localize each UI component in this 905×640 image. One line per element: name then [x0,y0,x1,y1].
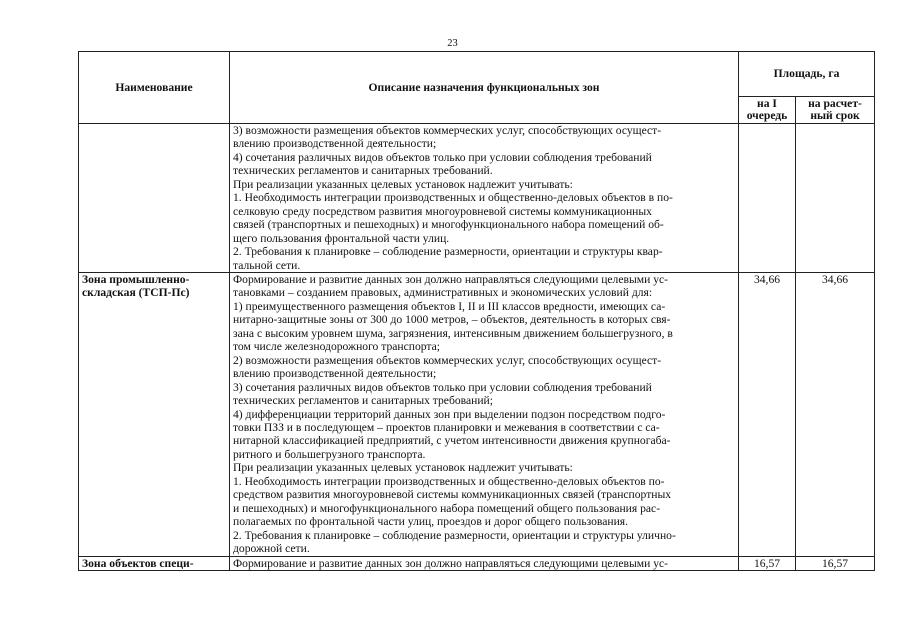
header-description: Описание назначения функциональных зон [230,52,739,124]
header-estimated-term-line: ный срок [810,109,860,122]
zone-description-cell [230,272,739,556]
zone-name-line: складская (ТСП-Пс) [82,286,190,300]
description-line: нитарно-защитные зоны от 300 до 1000 метров, – объектов, деятельность в которых свя- [233,313,671,327]
description-line: нитарной классификацией предприятий, с учетом интенсивности движения крупногаба- [233,434,671,448]
description-line: Формирование и развитие данных зон должно направляться следующими целевыми ус- [233,272,668,286]
description-line: 1. Необходимость интеграции производственных и общественно-деловых объектов по- [233,474,665,488]
zone-description-cell [230,124,739,273]
description-line: 3) сочетания различных видов объектов только при условии соблюдения требований [233,380,652,394]
description-line: селковую среду посредством развития многоуровневой системы коммуникационных [233,204,652,218]
description-line: и пешеходных) и многофункционального набора помещений общего пользования рас- [233,501,661,515]
header-area: Площадь, га [739,52,875,97]
description-line: технических регламентов и санитарных требований; [233,394,493,408]
description-line: ритного и большегрузного транспорта. [233,447,426,461]
table-row [79,272,875,556]
description-line: При реализации указанных целевых установок надлежит учитывать: [233,177,573,191]
estimated-term-area: 16,57 [796,556,875,570]
table-row [79,124,875,273]
description-line: средством развития многоуровневой системы коммуникационных связей (транспортных [233,488,672,502]
description-line: связей (транспортных и пешеходных) и многофункционального набора помещений об- [233,218,664,232]
description-line: дорожной сети. [233,542,310,556]
description-line: 4) сочетания различных видов объектов только при условии соблюдения требований [233,150,652,164]
header-estimated-term [796,97,875,124]
description-line: 2. Требования к планировке – соблюдение размерности, ориентации и структуры улично- [233,528,676,542]
table-row [79,556,875,570]
page-number: 23 [447,38,458,49]
zone-name-cell [79,124,230,273]
description-line: полагаемых по фронтальной части улиц, проездов и дорог общего пользования. [233,515,629,529]
description-line: 2. Требования к планировке – соблюдение размерности, ориентации и структуры квар- [233,245,663,259]
description-line: Формирование и развитие данных зон должно направляться следующими целевыми ус- [233,556,668,570]
first-stage-area [739,124,796,273]
description-line: зана с высоким уровнем шума, загрязнения, интенсивным движением большегрузного, в [233,326,673,340]
description-line: 3) возможности размещения объектов коммерческих услуг, способствующих осущест- [233,124,662,137]
estimated-term-area [796,124,875,273]
description-line: товки ПЗЗ и в последующем – проектов планировки и межевания в соответствии с са- [233,420,660,434]
estimated-term-area: 34,66 [796,272,875,556]
header-first-stage-line: на I [757,97,777,110]
header-first-stage-line: очередь [746,109,788,122]
zone-description-cell [230,556,739,570]
description-line: 4) дифференциации территорий данных зон при выделении подзон посредством подго- [233,407,666,421]
zone-name-cell [79,556,230,570]
header-estimated-term-line: на расчет- [808,97,862,110]
description-line: тальной сети. [233,258,301,272]
zone-name-line: Зона объектов специ- [82,556,194,570]
description-line: 2) возможности размещения объектов коммерческих услуг, способствующих осущест- [233,353,662,367]
functional-zones-table [78,51,875,571]
description-line: 1. Необходимость интеграции производственных и общественно-деловых объектов в по- [233,191,673,205]
first-stage-area: 16,57 [739,556,796,570]
zone-name-cell [79,272,230,556]
description-line: том числе железнодорожного транспорта; [233,340,440,354]
description-line: 1) преимущественного размещения объектов I, II и III классов вредности, имеющих са- [233,299,666,313]
description-line: тановками – созданием правовых, административных и экономических условий для: [233,286,653,300]
header-name: Наименование [79,52,230,124]
header-first-stage [739,97,796,124]
zone-name-line: Зона промышленно- [82,272,190,286]
description-line: влению производственной деятельности; [233,367,437,381]
first-stage-area: 34,66 [739,272,796,556]
description-line: технических регламентов и санитарных требований. [233,164,493,178]
description-line: влению производственной деятельности; [233,137,437,151]
description-line: щего пользования фронтальной части улиц. [233,231,450,245]
description-line: При реализации указанных целевых установок надлежит учитывать: [233,461,573,475]
